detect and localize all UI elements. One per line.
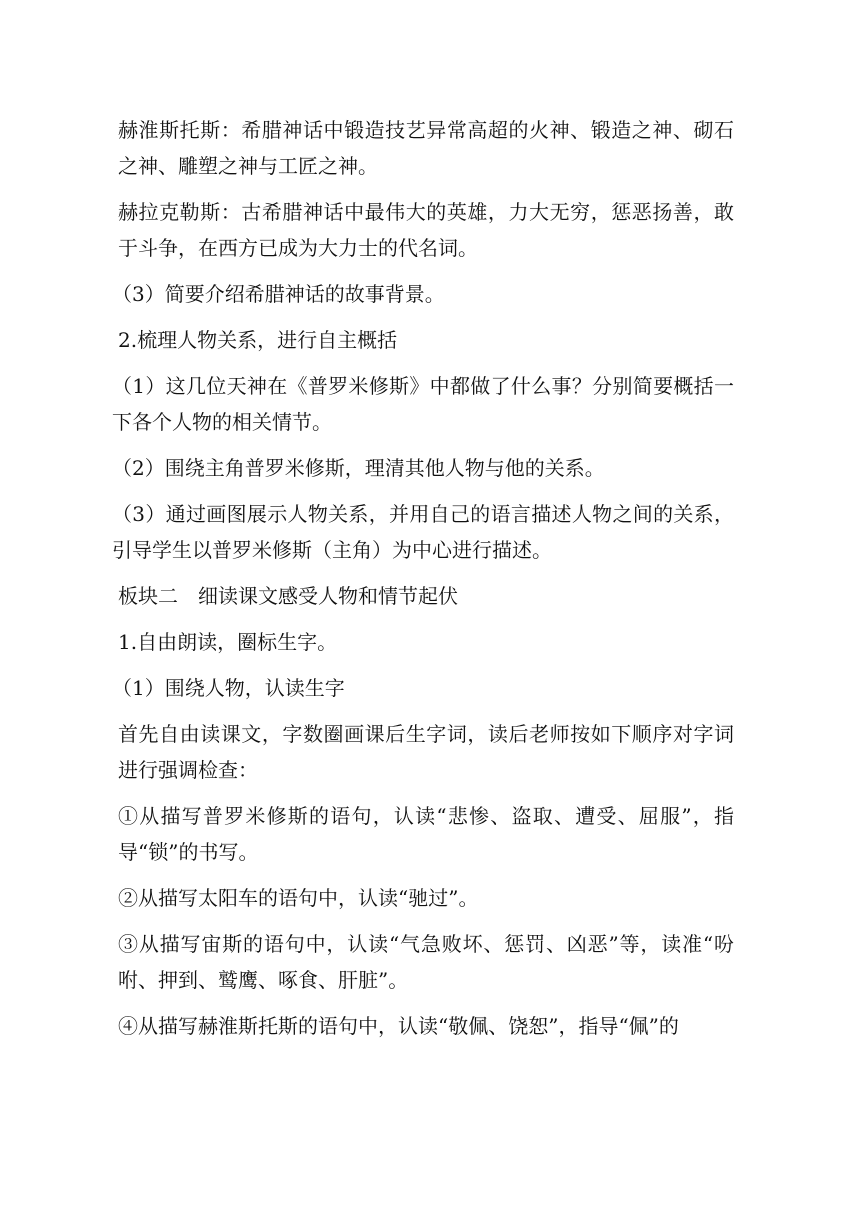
list-item-hephaestus: ④从描写赫淮斯托斯的语句中，认读“敬佩、饶恕”，指导“佩”的	[118, 1014, 679, 1038]
paragraph-characters-words: （1）围绕人物，认读生字	[112, 676, 345, 700]
section-heading-relations: 2.梳理人物关系，进行自主概括	[118, 328, 398, 352]
list-item-prometheus: ①从描写普罗米修斯的语句，认读“悲惨、盗取、遭受、屈服”，指导“锁”的书写。	[118, 804, 734, 864]
paragraph-heracles: 赫拉克勒斯：古希腊神话中最伟大的英雄，力大无穷，惩恶扬善，敢于斗争，在西方已成为大力士的代名词。	[118, 200, 734, 260]
paragraph-diagram: （3）通过画图展示人物关系，并用自己的语言描述人物之间的关系，引导学生以普罗米修斯（主角）为中心进行描述。	[112, 502, 734, 562]
paragraph-protagonist: （2）围绕主角普罗米修斯，理清其他人物与他的关系。	[112, 456, 605, 480]
section-heading-block-two: 板块二 细读课文感受人物和情节起伏	[118, 584, 458, 608]
list-item-zeus: ③从描写宙斯的语句中，认读“气急败坏、惩罚、凶恶”等，读准“吩咐、押到、鹫鹰、啄食、肝脏”。	[118, 932, 734, 992]
document-page	[112, 112, 734, 1054]
section-heading-reading: 1.自由朗读，圈标生字。	[118, 630, 338, 654]
list-item-sun-chariot: ②从描写太阳车的语句中，认读“驰过”。	[118, 886, 479, 910]
paragraph-hephaestus: 赫淮斯托斯：希腊神话中锻造技艺异常高超的火神、锻造之神、砌石之神、雕塑之神与工匠之神。	[118, 118, 734, 178]
paragraph-gods-actions: （1）这几位天神在《普罗米修斯》中都做了什么事？分别简要概括一下各个人物的相关情节。	[112, 374, 734, 434]
paragraph-free-reading: 首先自由读课文，字数圈画课后生字词，读后老师按如下顺序对字词进行强调检查：	[118, 722, 734, 782]
paragraph-background: （3）简要介绍希腊神话的故事背景。	[112, 282, 445, 306]
